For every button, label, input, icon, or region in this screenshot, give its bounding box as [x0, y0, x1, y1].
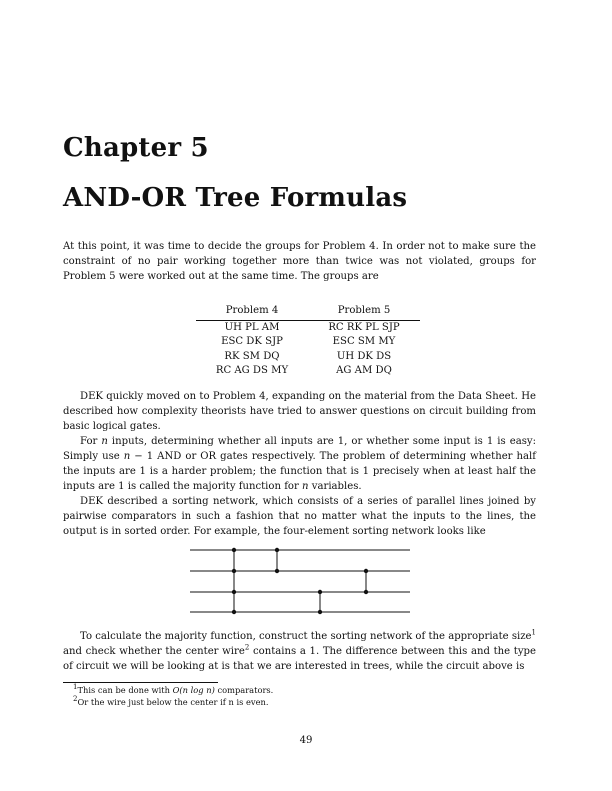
- footnote-divider: [63, 682, 218, 683]
- footnote-mark: 1: [73, 683, 78, 692]
- footnote-ref-2[interactable]: 2: [244, 643, 250, 652]
- footnote-math: O(n log n): [172, 685, 215, 695]
- footnote-text: This can be done with: [77, 685, 173, 695]
- footnote-1: [63, 684, 533, 696]
- chapter-title: AND-OR Tree Formulas: [63, 183, 408, 213]
- text-run: and check whether the center wire: [63, 646, 245, 657]
- text-run: − 1 AND or OR gates respectively. The problem of determining whether half the inputs are 1 is a harder problem; the function that is 1 precisely when at least half the inputs are 1 is called the majority function for: [63, 451, 536, 492]
- footnote-ref-1[interactable]: 1: [531, 628, 536, 637]
- header-problem-5: Problem 5: [308, 304, 420, 320]
- table-cell: UH PL AM: [224, 321, 280, 333]
- network-comparator: [275, 548, 279, 573]
- footnote-2: [63, 696, 533, 708]
- text-run: contains a 1. The difference between this and the type of circuit we will be looking at is that we are interested in trees, while the circuit above is: [63, 646, 536, 672]
- network-comparator: [318, 590, 322, 614]
- table-cell: RC RK PL SJP: [328, 321, 400, 333]
- text-run: variables.: [308, 481, 362, 492]
- text-run: inputs, determining whether all inputs are 1, or whether some input is 1 is easy: Simply use: [63, 436, 537, 462]
- math-var-n: n: [123, 451, 131, 462]
- math-var-n: n: [101, 436, 108, 447]
- chapter-number: Chapter 5: [63, 133, 209, 163]
- table-cell: RK SM DQ: [224, 350, 280, 362]
- paragraph-sorting-network: DEK described a sorting network, which consists of a series of parallel lines joined by pairwise comparators in such a fashion that no matter what the inputs to the lines, the output is in sorted order. For example, the four-element sorting network looks like: [63, 496, 536, 537]
- table-cell: RC AG DS MY: [215, 365, 289, 376]
- table-cell: UH DK DS: [336, 350, 392, 362]
- footnotes: [63, 684, 533, 708]
- paragraph-intro: At this point, it was time to decide the groups for Problem 4. In order not to make sure the constraint of no pair working together more than twice was not violated, groups for Problem 5 were worked out at the same time. The groups are: [63, 241, 536, 282]
- header-problem-4: Problem 4: [196, 304, 308, 320]
- footnote-text: Or the wire just below the center if n is even.: [77, 697, 269, 707]
- table-cell: ESC DK SJP: [221, 336, 283, 347]
- footnote-mark: 2: [73, 695, 78, 704]
- table-cell: AG AM DQ: [336, 365, 392, 376]
- paragraph-dek-problem-4: DEK quickly moved on to Problem 4, expanding on the material from the Data Sheet. He described how complexity theorists have tried to answer questions on circuit building from basic logical gates.: [63, 391, 536, 432]
- table-cell: ESC SM MY: [332, 336, 396, 347]
- footnote-text: comparators.: [214, 685, 274, 695]
- network-comparator: [364, 569, 368, 594]
- page-number: 49: [299, 735, 313, 746]
- text-run: For: [80, 436, 102, 447]
- paragraph-majority-construction: [63, 629, 536, 674]
- math-var-n: n: [302, 481, 309, 492]
- text-run: To calculate the majority function, construct the sorting network of the appropriate size: [80, 631, 532, 642]
